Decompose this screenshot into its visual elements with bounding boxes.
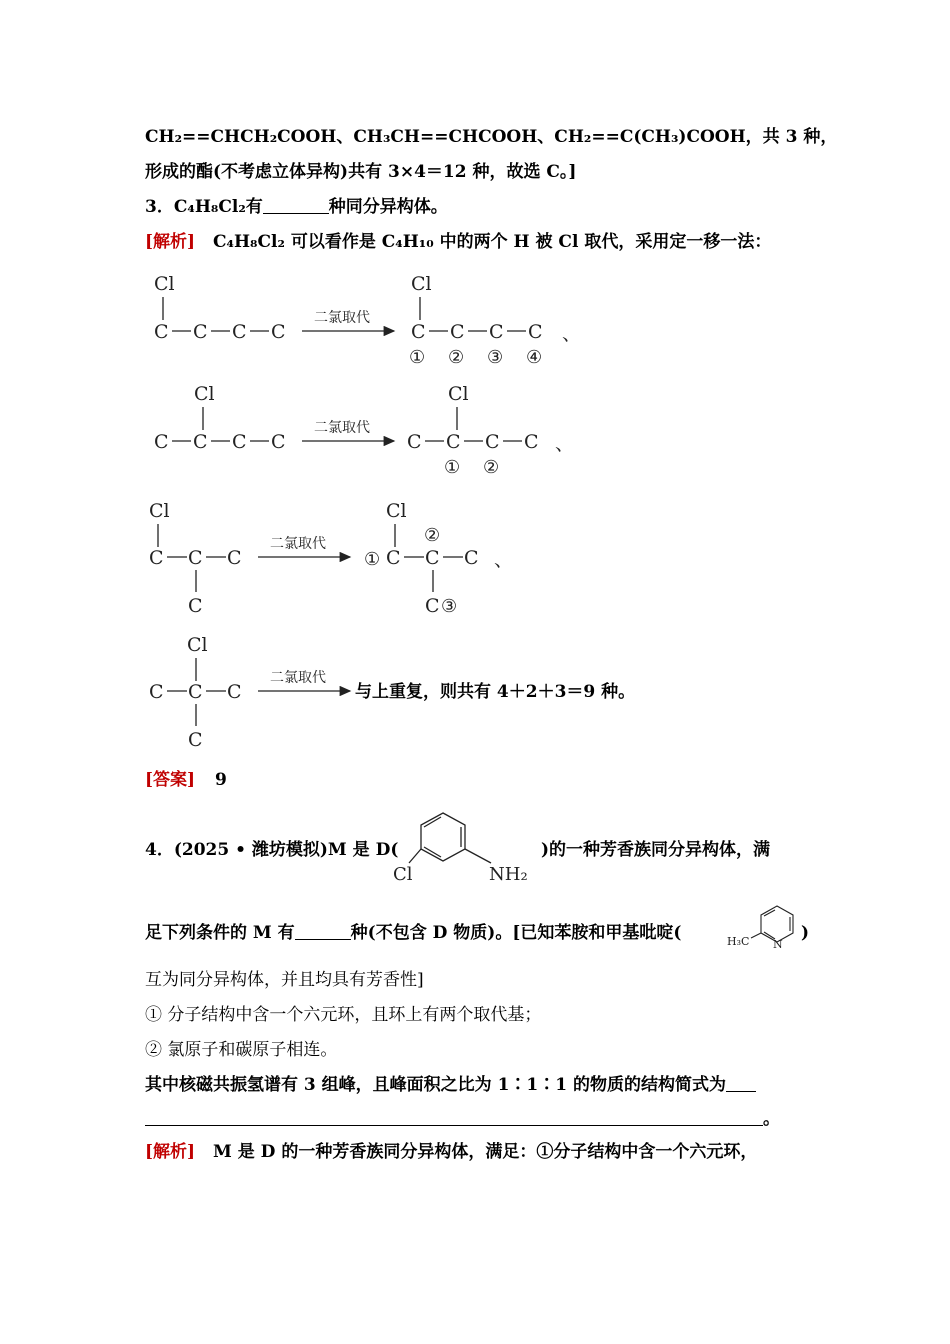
answer-blank[interactable]: [726, 1075, 756, 1092]
arrow-label: 二氯取代: [270, 670, 326, 686]
position-marker: ①: [444, 457, 461, 478]
atom-cl: Cl: [448, 383, 469, 405]
question-3-post: 种同分异构体。: [328, 197, 448, 217]
final-count-text: 与上重复，则共有 4＋2＋3＝9 种。: [355, 682, 636, 702]
atom-c: C: [450, 321, 465, 343]
separator: 、: [562, 323, 582, 345]
atom-c: C: [149, 547, 164, 569]
cl-label: Cl: [393, 864, 413, 885]
q4-line-2-post: 种(不包含 D 物质)。[已知苯胺和甲基吡啶(: [350, 923, 682, 943]
separator: 、: [555, 433, 575, 455]
position-marker: ④: [526, 347, 543, 368]
arrow-label: 二氯取代: [314, 420, 370, 436]
atom-c: C: [188, 729, 203, 751]
analysis-tag: [解析]: [145, 232, 196, 252]
question-3: [145, 196, 448, 218]
atom-c: C: [464, 547, 479, 569]
atom-c: C: [489, 321, 504, 343]
position-marker: ③: [487, 347, 504, 368]
q4-line-2-end: ): [801, 923, 810, 943]
atom-cl: Cl: [187, 634, 208, 656]
question-4-line-3: 互为同分异构体，并且均具有芳香性]: [145, 970, 424, 990]
analysis-3-text: C₄H₈Cl₂ 可以看作是 C₄H₁₀ 中的两个 H 被 Cl 取代，采用定一移一法：: [213, 232, 772, 252]
atom-c: C: [227, 681, 242, 703]
atom-cl: Cl: [149, 500, 170, 522]
answer-value: 9: [215, 770, 227, 790]
atom-cl: Cl: [194, 383, 215, 405]
atom-c: C: [188, 681, 203, 703]
atom-c: C: [425, 595, 440, 617]
h3c-label: H₃C: [727, 935, 750, 948]
nh2-label: NH₂: [489, 864, 528, 885]
atom-c: C: [386, 547, 401, 569]
atom-c: C: [271, 321, 286, 343]
position-marker: ②: [424, 525, 441, 546]
answer-3: [145, 769, 227, 791]
q4-line-2-pre: 足下列条件的 M 有: [145, 923, 295, 943]
atom-c: C: [149, 681, 164, 703]
atom-c: C: [524, 431, 539, 453]
analysis-4: [145, 1141, 757, 1163]
question-4-line-7: [145, 1108, 780, 1130]
analysis-3: [145, 231, 771, 253]
analysis-4-text: M 是 D 的一种芳香族同分异构体，满足：①分子结构中含一个六元环，: [213, 1142, 758, 1162]
atom-c: C: [485, 431, 500, 453]
position-marker: ②: [448, 347, 465, 368]
condition-2: ② 氯原子和碳原子相连。: [145, 1040, 338, 1060]
atom-c: C: [188, 595, 203, 617]
n-label: N: [773, 938, 783, 948]
atom-cl: Cl: [386, 500, 407, 522]
position-marker: ①: [409, 347, 426, 368]
condition-1: ① 分子结构中含一个六元环，且环上有两个取代基；: [145, 1005, 542, 1025]
text-line-2: 形成的酯(不考虑立体异构)共有 3×4＝12 种，故选 C。]: [145, 162, 577, 182]
atom-c: C: [411, 321, 426, 343]
arrow-label: 二氯取代: [314, 310, 370, 326]
atom-c: C: [232, 431, 247, 453]
atom-c: C: [193, 431, 208, 453]
q4-line-7-end: 。: [763, 1109, 780, 1129]
arrow-label: 二氯取代: [270, 536, 326, 552]
analysis-tag: [解析]: [145, 1142, 196, 1162]
atom-c: C: [446, 431, 461, 453]
position-marker: ②: [483, 457, 500, 478]
answer-tag: [答案]: [145, 770, 196, 790]
atom-c: C: [227, 547, 242, 569]
question-4-line-6: [145, 1074, 756, 1096]
question-4-continue: )的一种芳香族同分异构体，满: [541, 840, 771, 860]
answer-blank[interactable]: [145, 1109, 763, 1126]
atom-c: C: [154, 321, 169, 343]
atom-c: C: [188, 547, 203, 569]
question-3-formula: C₄H₈Cl₂: [173, 197, 246, 217]
question-3-pre: 有: [245, 197, 263, 217]
answer-blank[interactable]: [263, 197, 329, 214]
methylpyridine-image: [725, 902, 801, 948]
atom-c: C: [528, 321, 543, 343]
answer-blank[interactable]: [295, 923, 351, 940]
atom-c: C: [154, 431, 169, 453]
question-4-intro: 4．(2025 • 潍坊模拟)M 是 D(: [145, 840, 399, 860]
question-3-number: 3．: [145, 197, 174, 217]
q4-line-6-text: 其中核磁共振氢谱有 3 组峰，且峰面积之比为 1∶1∶1 的物质的结构简式为: [145, 1075, 726, 1095]
question-4-line-2: [145, 922, 681, 944]
position-marker: ①: [364, 549, 381, 570]
separator: 、: [494, 549, 514, 571]
atom-c: C: [425, 547, 440, 569]
atom-c: C: [407, 431, 422, 453]
structure-d-image: [385, 807, 535, 887]
atom-cl: Cl: [411, 273, 432, 295]
atom-cl: Cl: [154, 273, 175, 295]
position-marker: ③: [441, 596, 458, 617]
text-line-1: CH₂==CHCH₂COOH、CH₃CH==CHCOOH、CH₂==C(CH₃)COOH，共 3 种，: [145, 127, 838, 147]
atom-c: C: [193, 321, 208, 343]
atom-c: C: [271, 431, 286, 453]
atom-c: C: [232, 321, 247, 343]
